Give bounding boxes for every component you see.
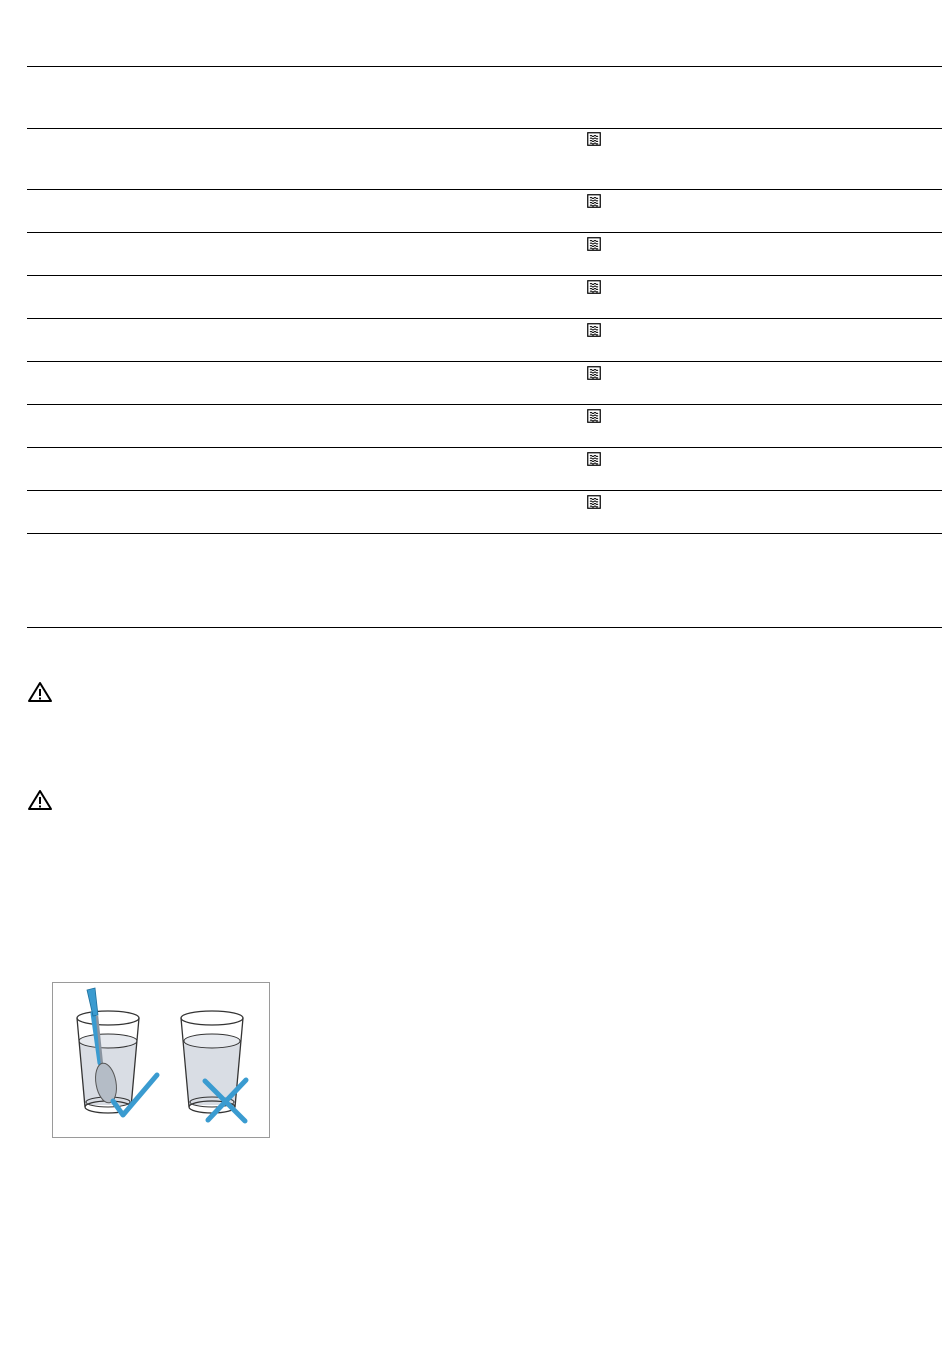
- table-header-rule: [27, 128, 942, 129]
- table-row-rule: [27, 318, 942, 319]
- table-row-rule: [27, 361, 942, 362]
- table-row-rule: [27, 232, 942, 233]
- table-top-rule: [27, 66, 942, 67]
- microwave-icon: [587, 366, 601, 380]
- table-row-rule: [27, 447, 942, 448]
- microwave-icon: [587, 237, 601, 251]
- microwave-icon: [587, 495, 601, 509]
- microwave-icon: [587, 194, 601, 208]
- table-row-rule: [27, 189, 942, 190]
- table-row-rule: [27, 404, 942, 405]
- microwave-icon: [587, 409, 601, 423]
- warning-triangle-icon: [27, 789, 53, 811]
- table-row-rule: [27, 490, 942, 491]
- warning-triangle-icon: [27, 681, 53, 703]
- table-bottom-rule: [27, 627, 942, 628]
- microwave-icon: [587, 132, 601, 146]
- microwave-icon: [587, 452, 601, 466]
- spoon-in-glass-illustration: [52, 982, 270, 1138]
- glass-without-spoon: [181, 1011, 246, 1121]
- table-row-rule: [27, 275, 942, 276]
- microwave-icon: [587, 280, 601, 294]
- microwave-icon: [587, 323, 601, 337]
- glass-with-spoon: [77, 988, 157, 1115]
- table-row-rule: [27, 533, 942, 534]
